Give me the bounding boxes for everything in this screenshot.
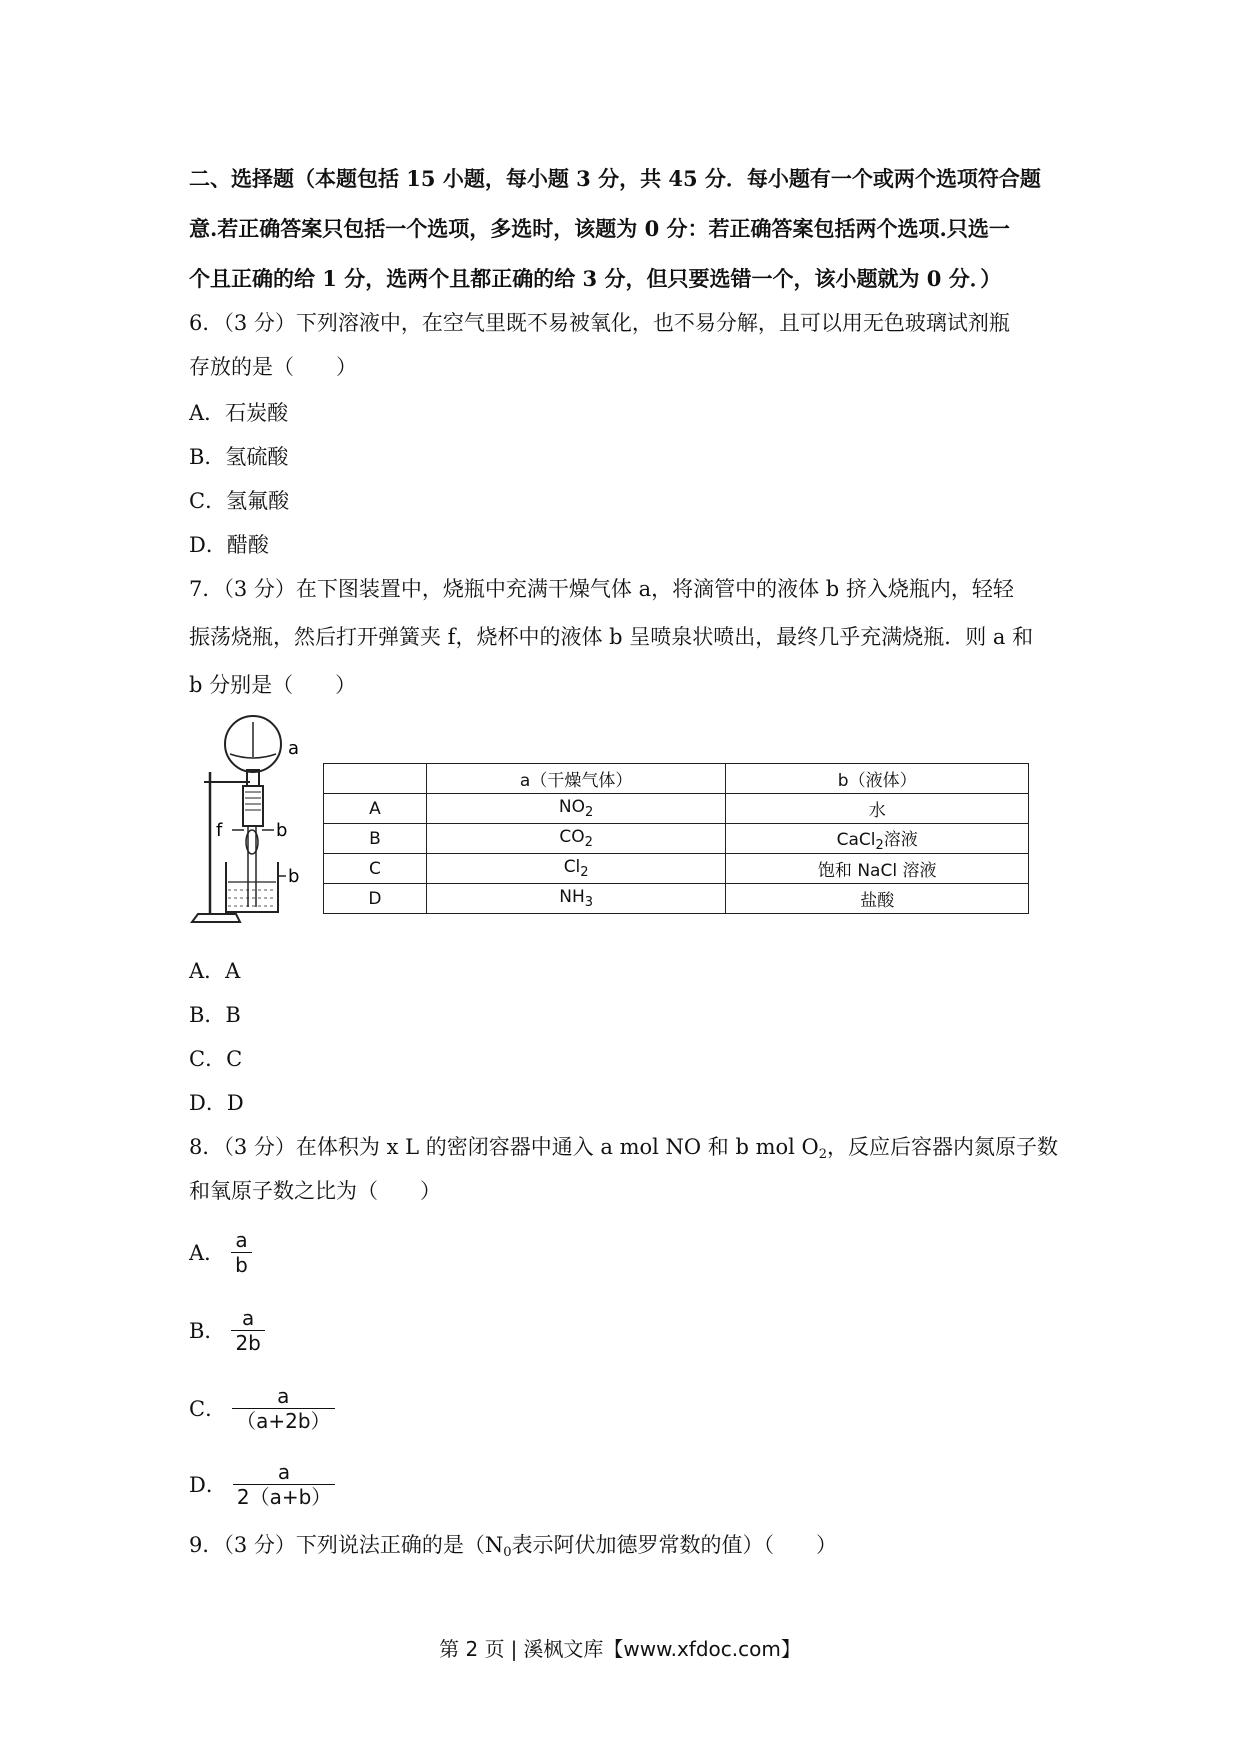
liquid-name: 饱和 NaCl 溶液 [817,861,937,881]
q6-option-a: A．石炭酸 [189,401,289,425]
liquid-name: 盐酸 [860,891,895,911]
q7-stem-line-3: b 分别是（ ） [189,673,357,697]
gas-cell [426,854,726,884]
table-header-cell [324,764,427,794]
liquid-name: CaCl [836,829,876,850]
q7-answer-table [323,763,1029,914]
liquid-cell [726,854,1029,884]
q8-stem-part: 8．（3 分）在体积为 x L 的密闭容器中通入 a mol NO 和 b mol O [189,1135,819,1159]
table-row [324,854,1029,884]
gas-subscript: 2 [584,835,593,850]
q6-option-c: C．氢氟酸 [189,489,290,513]
liquid-subscript: 2 [875,837,884,853]
q7-stem-line-1: 7．（3 分）在下图装置中，烧瓶中充满干燥气体 a，将滴管中的液体 b 挤入烧瓶内，轻轻 [189,577,1014,601]
denominator: （a+2b） [232,1408,334,1433]
fraction [232,1384,334,1433]
denominator: 2（a+b） [233,1484,335,1509]
q9-stem-line-1 [189,1530,837,1568]
row-label: B [324,824,427,854]
q8-option-b [189,1306,265,1355]
q8-option-d [189,1460,335,1509]
gas-formula: Cl [563,857,581,877]
q7-option-d: D．D [189,1091,244,1115]
q7-stem-line-2: 振荡烧瓶，然后打开弹簧夹 f，烧杯中的液体 b 呈喷泉状喷出，最终几乎充满烧瓶．则 a 和 [189,625,1034,649]
page-footer [0,1633,1240,1662]
liquid-suffix: 溶液 [883,829,918,850]
table-row [324,824,1029,854]
q6-stem-line-2: 存放的是（ ） [189,355,357,379]
fraction [231,1306,264,1355]
q8-o2-subscript: 2 [818,1147,828,1162]
q8-option-a [189,1228,252,1277]
numerator: a [235,1228,248,1252]
option-label: B． [189,1318,226,1343]
q9-subscript: 0 [503,1545,512,1560]
q7-option-c: C．C [189,1047,243,1071]
footer-separator: | [510,1637,518,1661]
option-label: D． [189,1472,227,1497]
q8-stem-line-2: 和氧原子数之比为（ ） [189,1179,441,1203]
gas-subscript: 3 [584,895,594,910]
q6-option-b: B．氢硫酸 [189,445,289,469]
gas-cell [426,884,726,914]
gas-formula: CO [559,827,585,847]
q8-stem-line-1 [189,1132,1058,1170]
liquid-cell [726,884,1029,914]
row-label: A [324,794,427,824]
numerator: a [277,1384,290,1408]
gas-cell [426,824,726,854]
fountain-apparatus-figure [190,712,310,932]
row-label: D [324,884,427,914]
denominator: b [231,1252,252,1277]
gas-formula: NH [559,887,585,907]
table-header-cell: b（液体） [726,764,1029,794]
fraction [231,1228,252,1277]
q7-option-b: B．B [189,1003,241,1027]
section-header-line-3: 个且正确的给 1 分，选两个且都正确的给 3 分，但只要选错一个，该小题就为 0 分．） [189,266,1002,291]
numerator: a [277,1460,291,1484]
label-a: a [288,738,300,759]
liquid-cell [726,824,1029,854]
option-label: A． [189,1240,226,1265]
section-header-line-1: 二、选择题（本题包括 15 小题，每小题 3 分，共 45 分．每小题有一个或两个选项符合题 [189,166,1041,191]
table-row [324,794,1029,824]
table-header-row [324,764,1029,794]
q6-stem-line-1: 6．（3 分）下列溶液中，在空气里既不易被氧化，也不易分解，且可以用无色玻璃试剂瓶 [189,311,1010,335]
q8-stem-part: ，反应后容器内氮原子数 [827,1135,1059,1159]
footer-site-link[interactable]: 溪枫文库【www.xfdoc.com】 [523,1637,801,1661]
label-b-beaker: b [288,866,300,887]
q9-stem-part: 9．（3 分）下列说法正确的是（N [189,1533,504,1557]
gas-formula: NO [558,797,586,817]
q7-option-a: A．A [189,959,241,983]
liquid-cell [726,794,1029,824]
fraction [233,1460,335,1509]
q6-option-d: D．醋酸 [189,533,269,557]
q9-stem-part: 表示阿伏加德罗常数的值）（ ） [511,1533,838,1557]
gas-cell [426,794,726,824]
numerator: a [242,1306,255,1330]
option-label: C． [189,1396,227,1421]
label-b-dropper: b [276,820,288,841]
denominator: 2b [231,1330,264,1355]
gas-subscript: 2 [580,865,589,880]
gas-subscript: 2 [585,805,594,820]
q8-option-c [189,1384,335,1433]
page-number: 第 2 页 [439,1637,505,1661]
liquid-name: 水 [868,801,886,821]
row-label: C [324,854,427,884]
section-header-line-2: 意.若正确答案只包括一个选项，多选时，该题为 0 分：若正确答案包括两个选项.只选一 [189,216,1010,241]
table-header-cell: a（干燥气体） [426,764,726,794]
label-f: f [216,820,223,841]
table-row [324,884,1029,914]
